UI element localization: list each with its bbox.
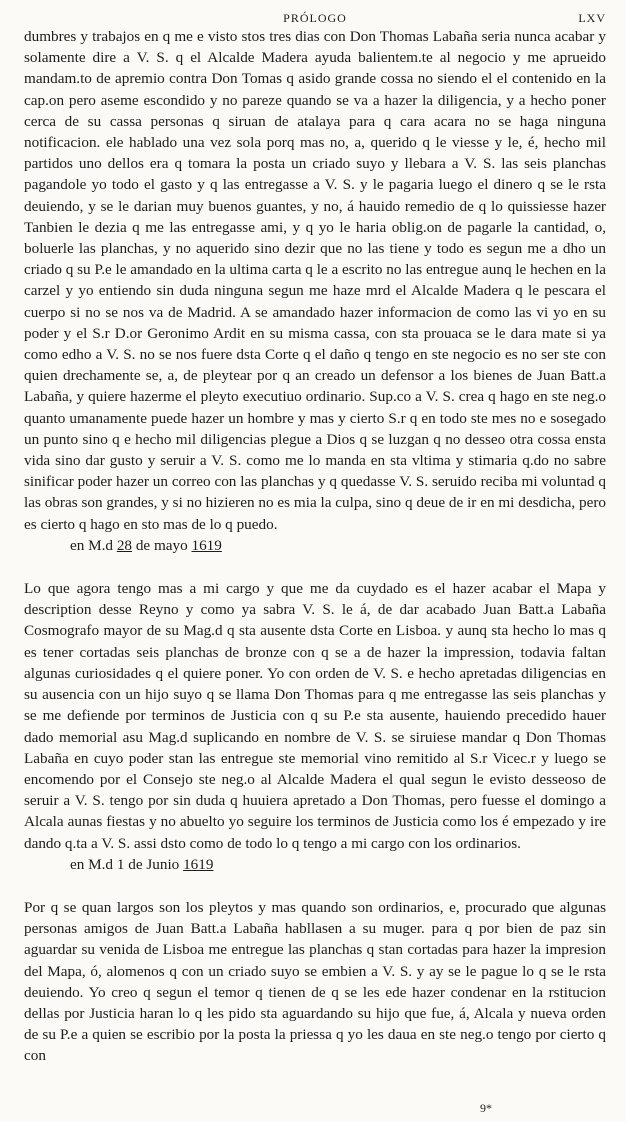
date-day: 28: [116, 536, 133, 554]
paragraph-gap: [24, 875, 606, 897]
date-day: 1: [116, 855, 125, 873]
page-number: LXV: [578, 11, 606, 25]
letter-paragraph: Por q se quan largos son los pleytos y mas quando son ordinarios, e, procurado que algunas personas amigos de Juan Batt.a Labaña habllasen a su muger. para q por bien de paz sin aguardar su venida de Lisboa me entregue las planchas q stan cortadas para hazer la impresion del Mapa, ó, alomenos q con un criado suyo se embien a V. S. y ay se le pague lo q se le rsta deuiendo. Yo creo q segun el temor q tienen de q se les ede hazer condenar en la rstitucion dellas por Justicia haran lo q les pido sta aguardando su hijo que fue, á, Alcala y nueva orden de su P.e a quien se escribio por la posta la priessa q yo les daua en ste neg.o tengo por cierto q con: [24, 898, 606, 1065]
date-month: de mayo: [135, 536, 188, 554]
page-header: [24, 6, 606, 26]
date-year: 1619: [183, 855, 214, 873]
date-year: 1619: [191, 536, 222, 554]
letter-paragraph: Lo que agora tengo mas a mi cargo y que me da cuydado es el hazer acabar el Mapa y description desse Reyno y como ya sabra V. S. le á, de dar acabado Juan Batt.a Labaña Cosmografo mayor de su Mag.d q sta ausente dsta Corte en Lisboa. y aunq sta hecho lo mas q es tener cortadas seis planchas de bronze con q se a de hazer la impression, todavia faltan algunas curiosidades q el quiere poner. Yo con orden de V. S. e hecho apretadas diligencias en su ausencia con un hijo suyo q se llama Don Thomas para q me entregasse las seis planchas y se me defiende por terminos de Justicia con q su P.e sta ausente, hauiendo precedido hauer dado memorial asu Mag.d suplicando en nombre de V. S. se siruiese mandar q Don Thomas Labaña en cuyo poder stan las entregue ste memorial vino remitido al S.r Vicec.r y luego se encomendo por el Consejo ste neg.o al Alcalde Madera el qual segun le evisto desseoso de seruir a V. S. tengo por sin duda q huuiera apretado a Don Thomas, pero fuesse el domingo a Alcala aunas fiestas y no abuelto yo seguire los terminos de Justicia como los é empezado y ire dando q.ta a V. S. assi dsto como de todo lo q tengo a mi cargo con los ordinarios.: [24, 580, 606, 852]
running-title: PRÓLOGO: [283, 11, 347, 25]
date-prefix: en M.d: [70, 855, 114, 873]
letter-paragraph: dumbres y trabajos en q me e visto stos tres dias con Don Thomas Labaña seria nunca acabar y solamente dire a V. S. q el Alcalde Madera ayuda balientem.te al negocio y me aprueido mandam.to de apremio contra Don Tomas q asido grande cossa no siendo el el contenido en la cap.on pero aseme escondido y no pareze quando se va a hazer la diligencia, y a hecho poner cerca de su cassa personas q siruan de atalaya para q cara acara no se haga ninguna notificacion. ele hablado una vez sola porq mas no, a, querido q le viesse y le, é, hecho mil partidos uno dellos era q tomara la posta un criado suyo y llebara a V. S. las seis planchas pagandole yo todo el gasto y q las entregasse a V. S. y le pagaria luego el dinero q se le rsta deuiendo, y se le darian muy buenos guantes, y no, á hauido remedio de q lo quissiesse hazer Tanbien le dezia q me las entregasse ami, y q yo le haria oblig.on de pagarle la cantidad, o, boluerle las planchas, y no aquerido sino dezir que no las tiene y todo es segun me a dho un criado q su P.e le amandado en la ultima carta q le a escrito no las entregue aunq le hechen en la carzel y yo entiendo sin duda ninguna segun me haze mrd el Alcalde Madera q le pescara el cuerpo si no se nos va de Madrid. A se amandado hazer informacion de como las vi yo en su poder y el S.r D.or Geronimo Ardit en su misma cassa, con sta prouaca se le dara mate si ya como edho a V. S. no se nos fuere dsta Corte q el daño q tengo en ste negocio es no ser ste con quien drechamente se, a, de pleytear por q an creado un defensor a los bienes de Juan Batt.a Labaña, y quiere hazerme el pleyto executiuo ordinario. Sup.co a V. S. crea q hago en ste neg.o quanto umanamente puede hazer un hombre y mas y cierto S.r q en todo ste mes no e sosegado un punto sino q e hecho mil diligencias plegue a Dios q se luzgan q no desseo otra cossa ensta vida sino dar gusto y seruir a V. S. como me lo manda en sta vltima y stimaria q.do no sabre sinificar poder hazer un correo con las planchas y q quedasse V. S. seruido reciba mi voluntad q las obras son grandes, y si no hizieren no es mia la culpa, sino q deue de ir en mi desdicha, pero es cierto q hago en sto mas de lo q puedo.: [24, 28, 606, 533]
date-month: de Junio: [128, 855, 180, 873]
letter-date: [70, 854, 606, 875]
date-prefix: en M.d: [70, 536, 114, 554]
signature-mark: 9*: [480, 1101, 492, 1115]
letter-date: [70, 535, 606, 556]
paragraph-gap: [24, 556, 606, 578]
